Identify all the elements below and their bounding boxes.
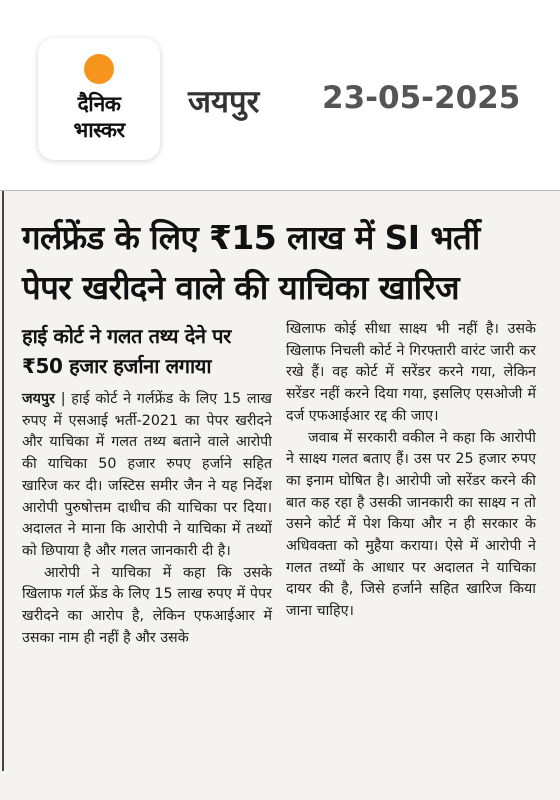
paragraph-3: जवाब में सरकारी वकील ने कहा कि आरोपी ने साक्ष्य गलत बताए हैं। उस पर 25 हजार रुपए का इनाम घोषित है। आरोपी जो सरेंडर करने की बात कह रहा है उसकी जानकारी का साक्ष्य न तो उसने कोर्ट में पेश किया और न ही सरकार के अधिवक्ता को मुहैया कराया। ऐसे में आरोपी ने गलत तथ्यों के आधार पर अदालत ने याचिका दायर की है, जिसे हर्जाने सहित खारिज किया जाना चाहिए। bbox=[286, 429, 536, 620]
dainik-bhaskar-logo bbox=[38, 38, 160, 160]
subheadline: हाई कोर्ट ने गलत तथ्य देने पर ₹50 हजार हर्जाना लगाया bbox=[22, 324, 231, 378]
news-clipping bbox=[0, 190, 560, 800]
paragraph-1 bbox=[22, 389, 272, 563]
header bbox=[0, 0, 560, 190]
article-column-right bbox=[286, 319, 536, 623]
logo-text-line2: भास्कर bbox=[73, 118, 125, 142]
logo-text-line1: दैनिक bbox=[77, 92, 121, 116]
article-column-left bbox=[22, 389, 272, 649]
dateline: जयपुर bbox=[22, 391, 55, 407]
sun-icon bbox=[84, 54, 114, 84]
headline: गर्लफ्रेंड के लिए ₹15 लाख में SI भर्ती पेपर खरीदने वाले की याचिका खारिज bbox=[22, 218, 480, 307]
paragraph-2-continued: खिलाफ कोई सीधा साक्ष्य भी नहीं है। उसके खिलाफ निचली कोर्ट ने गिरफ्तारी वारंट जारी कर रखे हैं। वह कोर्ट में सरेंडर करने गया, लेकिन सरेंडर नहीं करने दिया गया, इसलिए एसओजी में दर्ज एफआईआर रद्द की जाए। bbox=[286, 321, 536, 424]
date-label: 23-05-2025 bbox=[322, 80, 521, 116]
paragraph-1-text: | हाई कोर्ट ने गर्लफ्रेंड के लिए 15 लाख रुपए में एसआई भर्ती-2021 का पेपर खरीदने और याचिका में गलत तथ्य बताने वाले आरोपी की याचिका 50 हजार रुपए हर्जाने सहित खारिज कर दी। जस्टिस समीर जैन ने यह निर्देश आरोपी पुरुषोत्तम दाधीच की याचिका पर दिया। अदालत ने माना कि आरोपी ने याचिका में तथ्यों को छिपाया है और गलत जानकारी दी है। bbox=[22, 391, 273, 559]
paragraph-2: आरोपी ने याचिका में कहा कि उसके खिलाफ गर्ल फ्रेंड के लिए 15 लाख रुपए में पेपर खरीदने का आरोप है, लेकिन एफआईआर में उसका नाम ही नहीं है और उसके bbox=[22, 564, 272, 646]
city-label: जयपुर bbox=[188, 84, 260, 120]
clipping-edge bbox=[2, 191, 4, 771]
